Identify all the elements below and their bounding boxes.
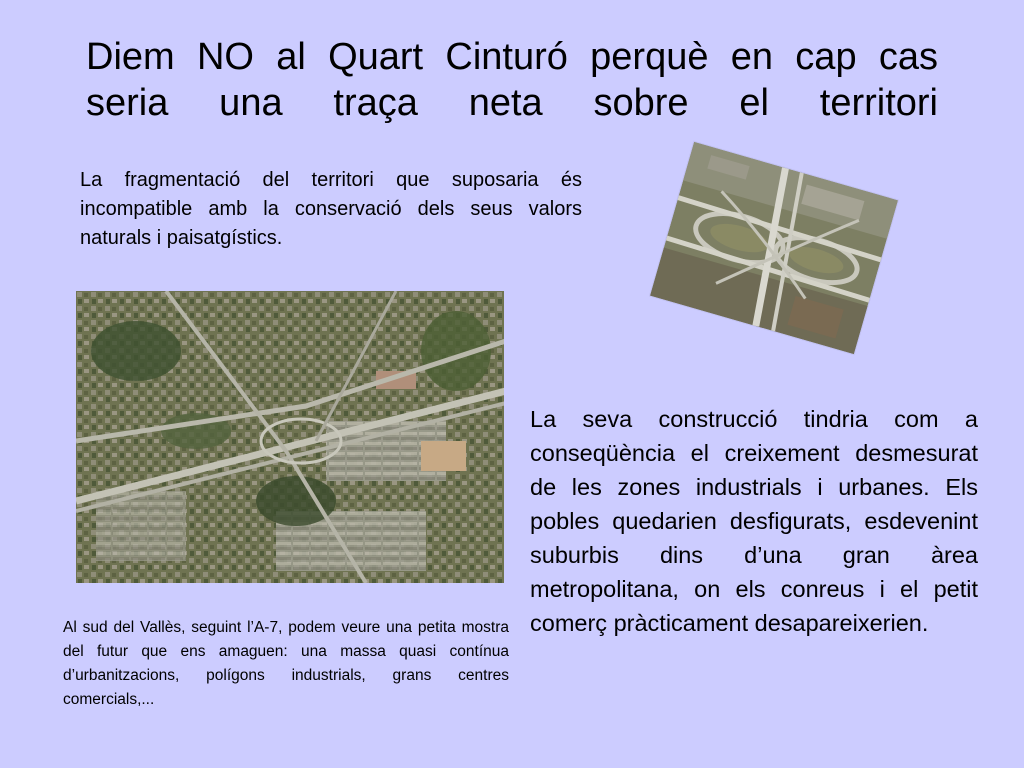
slide-title (86, 34, 938, 126)
photo-caption: Al sud del Vallès, seguint l’A-7, podem veure una petita mostra del futur que ens amaguen: una massa quasi contínua d’urbanitzacions, polígons industrials, grans centres comercials,... (63, 619, 509, 708)
title-line-1: Diem NO al Quart Cinturó perquè en cap cas (86, 36, 938, 78)
title-line-2: seria una traça neta sobre el territori (86, 82, 938, 124)
intro-paragraph: La fragmentació del territori que suposaria és incompatible amb la conservació dels seus valors naturals i paisatgístics. (80, 169, 582, 249)
highway-interchange-photo (650, 142, 898, 354)
aerial-view-photo (76, 291, 504, 583)
body-paragraph: La seva construcció tindria com a conseqüència el creixement desmesurat de les zones industrials i urbanes. Els pobles quedarien desfigurats, esdevenint suburbis dins d’una gran àrea metropolitana, on els conreus i el petit comerç pràcticament desapareixerien. (530, 406, 978, 636)
